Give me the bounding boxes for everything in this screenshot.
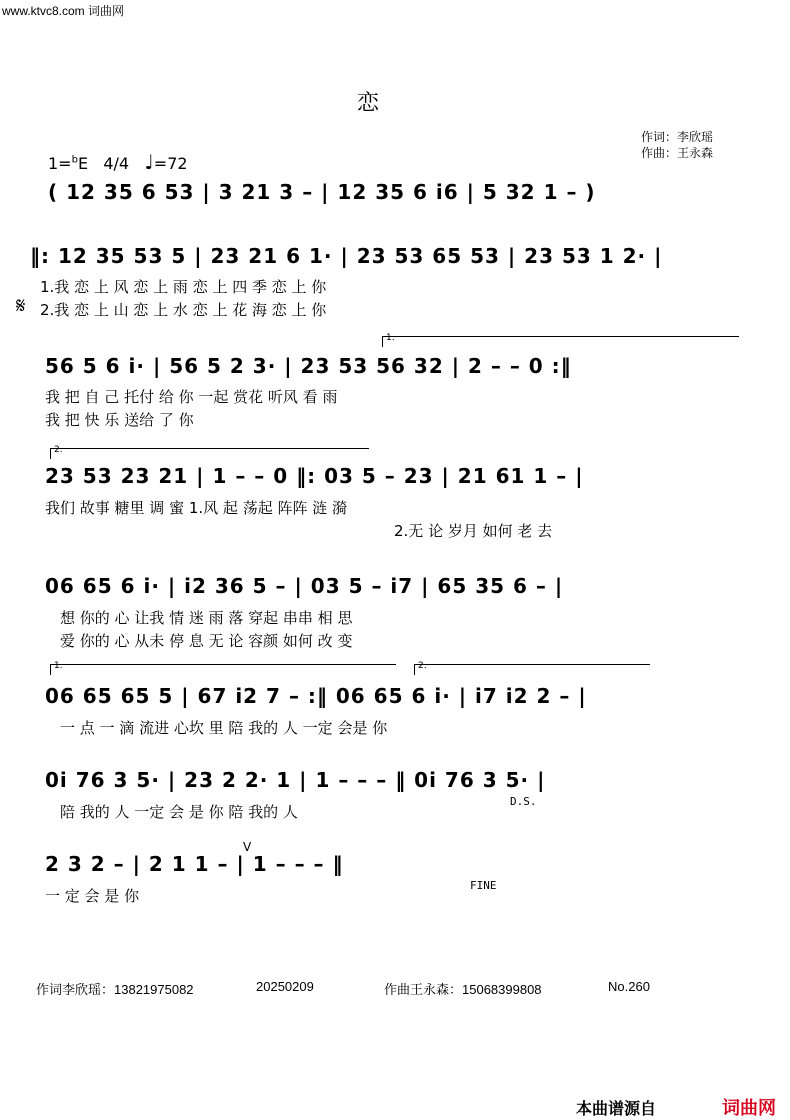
time-signature: 4/4 xyxy=(103,154,130,173)
lyric-row-7: 陪 我的 人 一定 会 是 你 陪 我的 人 xyxy=(60,803,298,821)
flat-sign: b xyxy=(71,154,78,166)
key-note: E xyxy=(77,154,89,173)
footer-date: 20250209 xyxy=(256,979,314,994)
tempo-value: =72 xyxy=(153,154,188,173)
lyric-row-2-verse-1: 1.我 恋 上 风 恋 上 雨 恋 上 四 季 恋 上 你 xyxy=(40,278,327,296)
source-text: 本曲谱源自 xyxy=(576,1099,657,1118)
notation-row-7: 0i 76 3 5· | 23 2 2· 1 | 1 – – – ‖ 0i 76 3 5· | xyxy=(45,768,546,792)
credits xyxy=(641,129,713,161)
notation-row-1: ( 12 35 6 53 | 3 21 3 – | 12 35 6 i6 | 5 32 1 – ) xyxy=(48,180,596,204)
volta-2-label-second: 2. xyxy=(418,661,427,671)
ds-marker: D.S. xyxy=(510,795,537,808)
composer-credit: 作曲：王永森 xyxy=(641,146,714,160)
volta-2-label: 2. xyxy=(54,445,63,455)
notation-row-4: 23 53 23 21 | 1 – – 0 ‖: 03 5 – 23 | 21 61 1 – | xyxy=(45,464,584,488)
lyric-row-3-verse-1: 我 把 自 己 托付 给 你 一起 赏花 听风 看 雨 xyxy=(45,388,338,406)
lyric-row-8: 一 定 会 是 你 xyxy=(45,887,140,905)
lyric-row-6: 一 点 一 滴 流进 心坎 里 陪 我的 人 一定 会是 你 xyxy=(60,719,388,737)
tempo-icon: ♩ xyxy=(144,150,154,174)
volta-1-label-second: 1. xyxy=(54,661,63,671)
volta-1-bracket-second xyxy=(50,661,396,675)
lyric-row-5-verse-1: 想 你的 心 让我 情 迷 雨 落 穿起 串串 相 思 xyxy=(60,609,353,627)
notation-row-3: 56 5 6 i· | 56 5 2 3· | 23 53 56 32 | 2 – – 0 :‖ xyxy=(45,354,572,378)
lyric-row-5-verse-2: 爱 你的 心 从未 停 息 无 论 容颜 如何 改 变 xyxy=(60,632,353,650)
source-logo[interactable]: 词曲网 xyxy=(722,1098,776,1119)
lyric-row-3-verse-2: 我 把 快 乐 送给 了 你 xyxy=(45,411,194,429)
notation-row-2: ‖: 12 35 53 5 | 23 21 6 1· | 23 53 65 53 | 23 53 1 2· | xyxy=(30,244,663,268)
fine-marker: FINE xyxy=(470,879,497,892)
footer-number: No.260 xyxy=(608,979,650,994)
lyricist-credit: 作词：李欣瑶 xyxy=(641,130,714,144)
lyric-row-4-verse-1: 我们 故事 糖里 调 蜜 1.风 起 荡起 阵阵 涟 漪 xyxy=(45,499,347,517)
breath-mark-icon: V xyxy=(243,840,252,854)
volta-1-bracket xyxy=(382,333,739,347)
notation-row-8: 2 3 2 – | 2 1 1 – | 1 – – – ‖ xyxy=(45,852,344,876)
key-signature xyxy=(48,150,188,174)
volta-2-bracket xyxy=(50,445,369,459)
lyric-row-4-verse-2: 2.无 论 岁月 如何 老 去 xyxy=(394,522,553,540)
key-label: 1= xyxy=(48,154,72,173)
segno-icon: 𝄋 xyxy=(16,294,26,319)
site-watermark[interactable]: www.ktvc8.com 词曲网 xyxy=(2,4,125,18)
footer-lyricist: 作词李欣瑶：13821975082 xyxy=(36,982,194,997)
song-title: 恋 xyxy=(357,91,380,116)
volta-1-label: 1. xyxy=(386,333,395,343)
volta-2-bracket-second xyxy=(414,661,650,675)
footer-composer: 作曲王永森：15068399808 xyxy=(384,982,542,997)
lyric-row-2-verse-2: 2.我 恋 上 山 恋 上 水 恋 上 花 海 恋 上 你 xyxy=(40,301,327,319)
notation-row-6: 06 65 65 5 | 67 i2 7 – :‖ 06 65 6 i· | i7 i2 2 – | xyxy=(45,684,587,708)
notation-row-5: 06 65 6 i· | i2 36 5 – | 03 5 – i7 | 65 35 6 – | xyxy=(45,574,564,598)
